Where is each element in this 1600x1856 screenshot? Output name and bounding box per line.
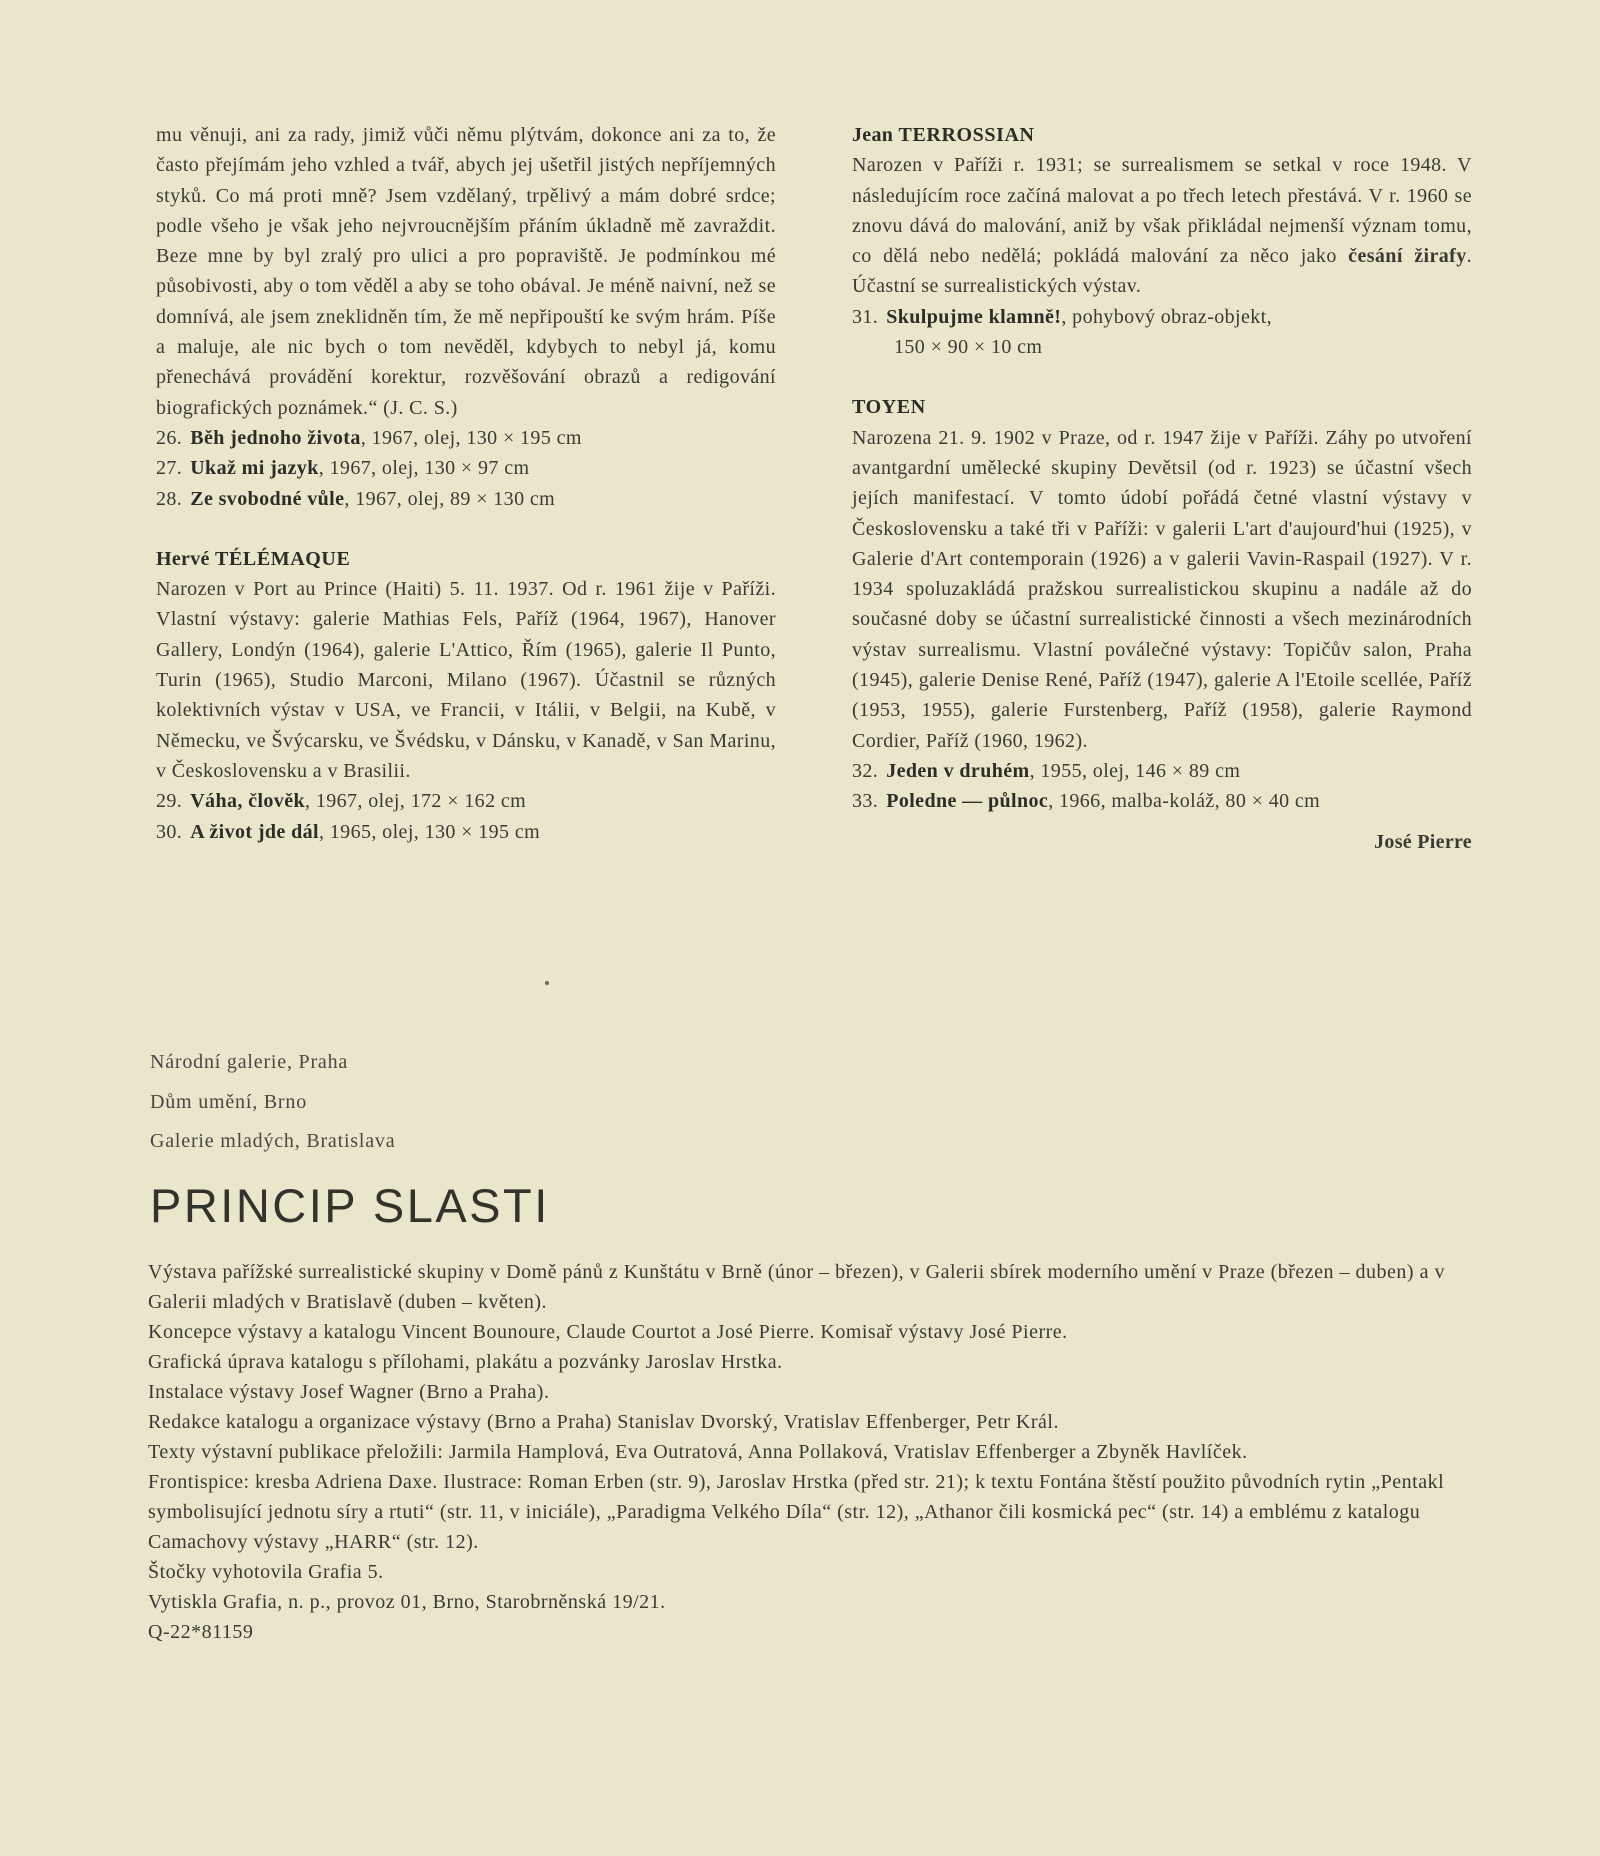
print-speck <box>545 981 549 985</box>
work-item: 27. Ukaž mi jazyk, 1967, olej, 130 × 97 cm <box>156 457 530 480</box>
work-title: Váha, člověk <box>190 790 306 813</box>
colophon-line: Frontispice: kresba Adriena Daxe. Ilustrace: Roman Erben (str. 9), Jaroslav Hrstka (před str. 21); k textu Fontána štěstí použito původních rytin „Pentakl symbolisující jednotu síry a rtuti“ (str. 11, v iniciále), „Paradigma Velkého Díla“ (str. 12), „Athanor čili kosmická pec“ (str. 14) a emblému z katalogu Camachovy výstavy „HARR“ (str. 12). <box>148 1471 1445 1553</box>
work-item: 29. Váha, člověk, 1967, olej, 172 × 162 cm <box>156 790 527 813</box>
quote-continuation: mu věnuji, ani za rady, jimiž vůči němu plýtvám, dokonce ani za to, že často přejímám jeho vzhled a tvář, abych jej ušetřil jistých nepříjemných styků. Co má proti mně? Jsem vzdělaný, trpělivý a mám dobré srdce; podle všeho je však jeho nejvroucnějším přáním úkladně mě zavraždit. Beze mne by byl zralý pro ulici a pro popraviště. Je podmínkou mé působivosti, aby o tom věděl a aby se toho obával. Je méně naivní, než se domnívá, ale jsem zneklidněn tím, že mě nepřipouští ke svým hrám. Píše a maluje, ale nic bych o tom nevěděl, kdybych to nebyl já, komu přenechává provádění korektur, rozvěšování obrazů a redigování biografických poznámek.“ (J. C. S.) <box>156 124 776 419</box>
artist-bio-toyen: Narozena 21. 9. 1902 v Praze, od r. 1947 žije v Paříži. Záhy po utvoření avantgardní umělecké skupiny Devětsil (od r. 1923) se účastní všech jejích manifestací. V tomto údobí pořádá četné vlastní výstavy v Československu a také tři v Paříži: v galerii L'art d'aujourd'hui (1925), v Galerie d'Art contemporain (1926) a v galerii Vavin-Raspail (1927). V r. 1934 spoluzakládá pražskou surrealistickou skupinu a nadále až do současné doby se účastní surrealistické činnosti a všech mezinárodních výstav surrealismu. Vlastní poválečné výstavy: Topičův salon, Praha (1945), galerie Denise René, Paříž (1947), galerie A l'Etoile scellée, Paříž (1953, 1955), galerie Furstenberg, Paříž (1958), galerie Raymond Cordier, Paříž (1960, 1962). <box>852 426 1472 752</box>
work-title: Poledne — půlnoc <box>886 790 1049 813</box>
exhibition-title: PRINCIP SLASTI <box>150 1179 550 1232</box>
work-title: Ukaž mi jazyk <box>190 457 319 480</box>
work-title: Ze svobodné vůle <box>190 487 345 510</box>
colophon-line: Redakce katalogu a organizace výstavy (Brno a Praha) Stanislav Dvorský, Vratislav Effenberger, Petr Král. <box>148 1411 1059 1433</box>
right-column <box>852 120 1472 857</box>
works-list-right-1 <box>852 302 1472 363</box>
work-item: 33. Poledne — půlnoc, 1966, malba-koláž, 80 × 40 cm <box>852 790 1321 813</box>
artist-bio-telemaque: Narozen v Port au Prince (Haiti) 5. 11. 1937. Od r. 1961 žije v Paříži. Vlastní výstavy: galerie Mathias Fels, Paříž (1964, 1967), Hanover Gallery, Londýn (1964), galerie L'Attico, Řím (1965), galerie Il Punto, Turin (1965), Studio Marconi, Milano (1967). Účastnil se různých kolektivních výstav v USA, ve Francii, v Itálii, v Belgii, na Kubě, v Německu, ve Švýcarsku, ve Švédsku, v Dánsku, v Kanadě, v San Marinu, v Československu a v Brasilii. <box>156 578 776 782</box>
artist-bio-terrossian: Narozen v Paříži r. 1931; se surrealismem se setkal v roce 1948. V následujícím roce začíná malovat a po třech letech přestává. V r. 1960 se znovu dává do malování, aniž by však přikládal nejmenší význam tomu, co dělá nebo nedělá; pokládá malování za něco jako česání žirafy. Účastní se surrealistických výstav. <box>852 154 1472 298</box>
work-item: 28. Ze svobodné vůle, 1967, olej, 89 × 130 cm <box>156 487 556 510</box>
author-signature: José Pierre <box>1374 830 1472 853</box>
artist-heading-toyen: TOYEN <box>852 396 926 419</box>
colophon-line: Vytiskla Grafia, n. p., provoz 01, Brno, Starobrněnská 19/21. <box>148 1591 666 1613</box>
colophon-line: Q-22*81159 <box>148 1621 254 1643</box>
colophon-line: Výstava pařížské surrealistické skupiny v Domě pánů z Kunštátu v Brně (únor – březen), v Galerii sbírek moderního umění v Praze (březen – duben) a v Galerii mladých v Bratislavě (duben – květen). <box>148 1261 1445 1313</box>
spacer <box>156 514 776 544</box>
colophon-line: Koncepce výstavy a katalogu Vincent Bounoure, Claude Courtot a José Pierre. Komisař výstavy José Pierre. <box>148 1321 1068 1343</box>
works-list-right-2 <box>852 756 1472 817</box>
artist-heading-terrossian: Jean TERROSSIAN <box>852 124 1035 146</box>
work-title: Jeden v druhém <box>886 759 1030 782</box>
work-dimensions: 150 × 90 × 10 cm <box>894 336 1043 359</box>
colophon-line: Štočky vyhotovila Grafia 5. <box>148 1561 384 1583</box>
work-item: 26. Běh jednoho života, 1967, olej, 130 × 195 cm <box>156 426 582 449</box>
colophon <box>148 1257 1468 1647</box>
gallery-item: Národní galerie, Praha <box>150 1051 349 1073</box>
works-list-left-2 <box>156 786 776 847</box>
artist-heading-telemaque: Hervé TÉLÉMAQUE <box>156 547 351 570</box>
work-item: 30. A život jde dál, 1965, olej, 130 × 195 cm <box>156 820 541 843</box>
spacer <box>852 362 1472 392</box>
work-title: A život jde dál <box>190 820 319 843</box>
gallery-list <box>150 1043 395 1162</box>
work-item: 32. Jeden v druhém, 1955, olej, 146 × 89 cm <box>852 759 1241 782</box>
gallery-item: Galerie mladých, Bratislava <box>150 1130 396 1152</box>
works-list-left-1 <box>156 423 776 514</box>
work-title: Skulpujme klamně! <box>886 305 1062 328</box>
colophon-line: Texty výstavní publikace přeložili: Jarmila Hamplová, Eva Outratová, Anna Pollaková, Vratislav Effenberger a Zbyněk Havlíček. <box>148 1441 1248 1463</box>
colophon-line: Grafická úprava katalogu s přílohami, plakátu a pozvánky Jaroslav Hrstka. <box>148 1351 783 1373</box>
gallery-item: Dům umění, Brno <box>150 1090 307 1113</box>
left-column <box>156 120 776 847</box>
work-title: Běh jednoho života <box>190 426 361 449</box>
colophon-line: Instalace výstavy Josef Wagner (Brno a Praha). <box>148 1381 550 1403</box>
work-item: 31. Skulpujme klamně!, pohybový obraz-objekt, <box>852 305 1273 328</box>
